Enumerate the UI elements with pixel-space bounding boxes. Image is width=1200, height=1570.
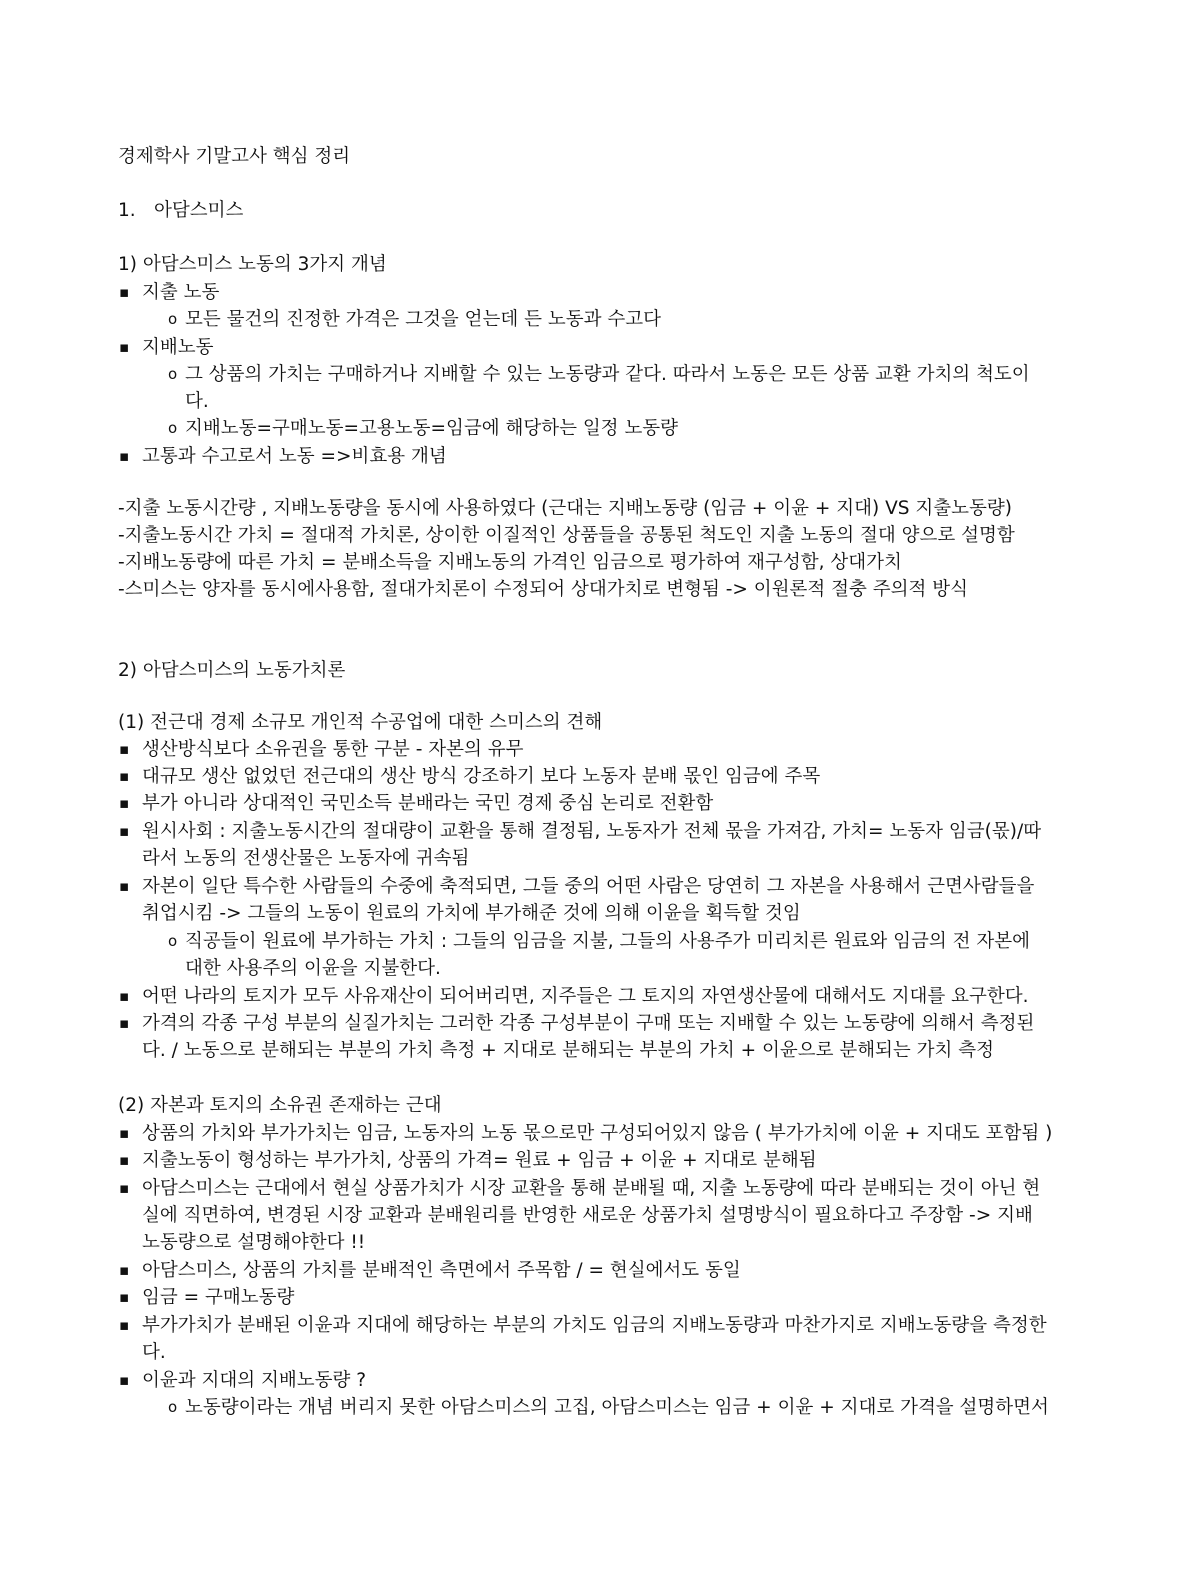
sub-bullet-marker: o: [168, 932, 178, 950]
sub-list-item: 직공들이 원료에 부가하는 가치 : 그들의 임금을 지불, 그들의 사용주가 미리치른 원료와 임금의 전 자본에: [185, 931, 1031, 952]
list-item: 지출노동이 형성하는 부가가치, 상품의 가격= 원료 + 임금 + 이윤 + 지대로 분해됨: [142, 1150, 817, 1171]
bullet-marker: ▪: [119, 767, 130, 785]
sub-bullet-marker: o: [168, 1398, 178, 1416]
list-item: 자본이 일단 특수한 사람들의 수중에 축적되면, 그들 중의 어떤 사람은 당연히 그 자본을 사용해서 근면사람들을: [142, 876, 1035, 897]
bullet-marker: ▪: [119, 283, 130, 301]
list-item: 생산방식보다 소유권을 통한 구분 - 자본의 유무: [142, 739, 524, 760]
sub-list-item-continued: 다.: [185, 391, 209, 412]
list-item: 이윤과 지대의 지배노동량 ?: [142, 1370, 367, 1391]
bullet-marker: ▪: [119, 1288, 130, 1306]
bullet-marker: ▪: [119, 1371, 130, 1389]
bullet-marker: ▪: [119, 877, 130, 895]
sub-bullet-marker: o: [168, 419, 178, 437]
list-item: 부가 아니라 상대적인 국민소득 분배라는 국민 경제 중심 논리로 전환함: [142, 793, 714, 814]
bullet-marker: ▪: [119, 1316, 130, 1334]
list-item-continued: 다.: [142, 1342, 166, 1363]
bullet-marker: ▪: [119, 1124, 130, 1142]
list-item: 가격의 각종 구성 부분의 실질가치는 그러한 각종 구성부분이 구매 또는 지배할 수 있는 노동량에 의해서 측정된: [142, 1013, 1035, 1034]
sub-bullet-marker: o: [168, 365, 178, 383]
list-item: 대규모 생산 없었던 전근대의 생산 방식 강조하기 보다 노동자 분배 몫인 임금에 주목: [142, 766, 821, 787]
list-item-continued: 다. / 노동으로 분해되는 부분의 가치 측정 + 지대로 분해되는 부분의 가치 + 이윤으로 분해되는 가치 측정: [142, 1040, 995, 1061]
list-item-continued: 실에 직면하여, 변경된 시장 교환과 분배원리를 반영한 새로운 상품가치 설명방식이 필요하다고 주장함 -> 지배: [142, 1205, 1033, 1226]
list-item-continued: 취업시킴 -> 그들의 노동이 원료의 가치에 부가해준 것에 의해 이윤을 획득할 것임: [142, 903, 801, 924]
list-item: 어떤 나라의 토지가 모두 사유재산이 되어버리면, 지주들은 그 토지의 자연생산물에 대해서도 지대를 요구한다.: [142, 986, 1029, 1007]
list-item: 원시사회 : 지출노동시간의 절대량이 교환을 통해 결정됨, 노동자가 전체 몫을 가져감, 가치= 노동자 임금(몫)/따: [142, 821, 1042, 842]
sub-list-item: 모든 물건의 진정한 가격은 그것을 얻는데 든 노동과 수고다: [185, 309, 661, 330]
bullet-marker: ▪: [119, 1179, 130, 1197]
subsection-heading: 1) 아담스미스 노동의 3가지 개념: [118, 254, 387, 275]
list-item: 아담스미스, 상품의 가치를 분배적인 측면에서 주목함 / = 현실에서도 동일: [142, 1260, 741, 1281]
bullet-marker: ▪: [119, 740, 130, 758]
list-item: 상품의 가치와 부가가치는 임금, 노동자의 노동 몫으로만 구성되어있지 않음 ( 부가가치에 이윤 + 지대도 포함됨 ): [142, 1123, 1053, 1144]
bullet-marker: ▪: [119, 1014, 130, 1032]
subsection-heading: 2) 아담스미스의 노동가치론: [118, 660, 346, 681]
list-item: 고통과 수고로서 노동 =>비효용 개념: [142, 446, 447, 467]
sub-list-item-continued: 대한 사용주의 이윤을 지불한다.: [185, 958, 441, 979]
dash-line: -지배노동량에 따른 가치 = 분배소득을 지배노동의 가격인 임금으로 평가하여 재구성함, 상대가치: [118, 552, 902, 573]
list-item: 임금 = 구매노동량: [142, 1287, 295, 1308]
sub-list-item: 지배노동=구매노동=고용노동=임금에 해당하는 일정 노동량: [185, 418, 679, 439]
dash-line: -지출노동시간 가치 = 절대적 가치론, 상이한 이질적인 상품들을 공통된 척도인 지출 노동의 절대 양으로 설명함: [118, 525, 1015, 546]
list-item: 지배노동: [142, 337, 214, 358]
sub-list-item: 그 상품의 가치는 구매하거나 지배할 수 있는 노동량과 같다. 따라서 노동은 모든 상품 교환 가치의 척도이: [185, 364, 1030, 385]
sub-list-item: 노동량이라는 개념 버리지 못한 아담스미스의 고집, 아담스미스는 임금 + 이윤 + 지대로 가격을 설명하면서: [185, 1397, 1049, 1418]
list-item: 부가가치가 분배된 이윤과 지대에 해당하는 부분의 가치도 임금의 지배노동량과 마찬가지로 지배노동량을 측정한: [142, 1315, 1047, 1336]
list-item-continued: 라서 노동의 전생산물은 노동자에 귀속됨: [142, 848, 470, 869]
bullet-marker: ▪: [119, 987, 130, 1005]
dash-line: -스미스는 양자를 동시에사용함, 절대가치론이 수정되어 상대가치로 변형됨 -> 이원론적 절충 주의적 방식: [118, 579, 969, 600]
list-item: 아담스미스는 근대에서 현실 상품가치가 시장 교환을 통해 분배될 때, 지출 노동량에 따라 분배되는 것이 아닌 현: [142, 1178, 1041, 1199]
list-item: 지출 노동: [142, 282, 220, 303]
section-title: 아담스미스: [154, 200, 244, 221]
document-title: 경제학사 기말고사 핵심 정리: [118, 146, 351, 167]
bullet-marker: ▪: [119, 1261, 130, 1279]
section-number: 1.: [118, 200, 136, 221]
sub-bullet-marker: o: [168, 310, 178, 328]
dash-line: -지출 노동시간량 , 지배노동량을 동시에 사용하였다 (근대는 지배노동량 (임금 + 이윤 + 지대) VS 지출노동량): [118, 498, 1012, 519]
bullet-marker: ▪: [119, 1151, 130, 1169]
bullet-marker: ▪: [119, 794, 130, 812]
bullet-marker: ▪: [119, 822, 130, 840]
bullet-marker: ▪: [119, 338, 130, 356]
paragraph-heading: (2) 자본과 토지의 소유권 존재하는 근대: [118, 1095, 442, 1116]
list-item-continued: 노동량으로 설명해야한다 !!: [142, 1232, 366, 1253]
bullet-marker: ▪: [119, 447, 130, 465]
paragraph-heading: (1) 전근대 경제 소규모 개인적 수공업에 대한 스미스의 견해: [118, 712, 603, 733]
